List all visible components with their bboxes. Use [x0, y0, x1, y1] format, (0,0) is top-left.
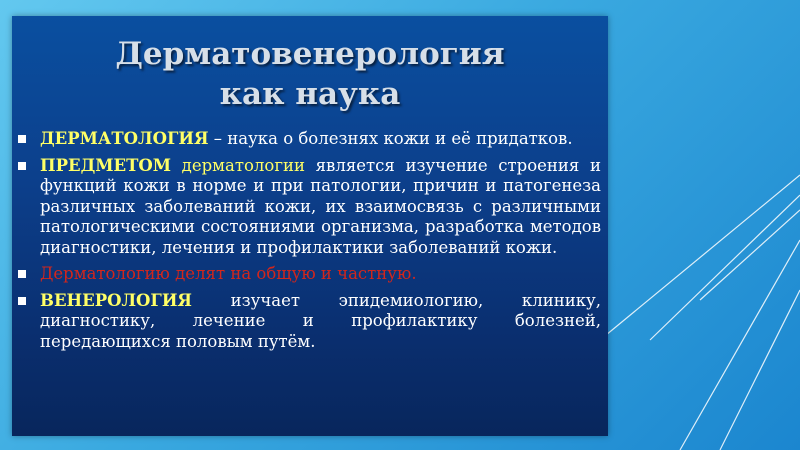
bullet-list [18, 129, 601, 358]
list-item [18, 291, 601, 353]
item-text-red: Дерматологию делят на общую и частную. [40, 264, 417, 283]
item-text: изучает эпидемиологию, клинику, диагностику, лечение и профилактику болезней, передающихся половым путём. [40, 290, 601, 351]
square-bullet-icon [18, 135, 26, 143]
list-item [18, 264, 601, 285]
keyword-dermatology-genitive: дерматологии [171, 155, 305, 175]
list-item [18, 129, 601, 150]
list-item [18, 156, 601, 259]
title-line-2: как наука [219, 76, 401, 112]
item-text: – наука о болезнях кожи и её придатков. [208, 129, 573, 148]
keyword-subject: ПРЕДМЕТОМ [40, 155, 171, 175]
slide-title [12, 34, 608, 114]
slide-panel [12, 16, 608, 436]
square-bullet-icon [18, 270, 26, 278]
item-text: является изучение строения и функций кожи в норме и при патологии, причин и патогенеза различных заболеваний кожи, их взаимосвязь с различными патологическими состояниями организма, разработка методов диагностики, лечения и профилактики заболеваний кожи. [40, 155, 601, 257]
square-bullet-icon [18, 297, 26, 305]
title-line-1: Дерматовенерология [115, 36, 505, 72]
keyword-dermatology: ДЕРМАТОЛОГИЯ [40, 129, 209, 148]
square-bullet-icon [18, 162, 26, 170]
keyword-venereology: ВЕНЕРОЛОГИЯ [40, 290, 192, 310]
